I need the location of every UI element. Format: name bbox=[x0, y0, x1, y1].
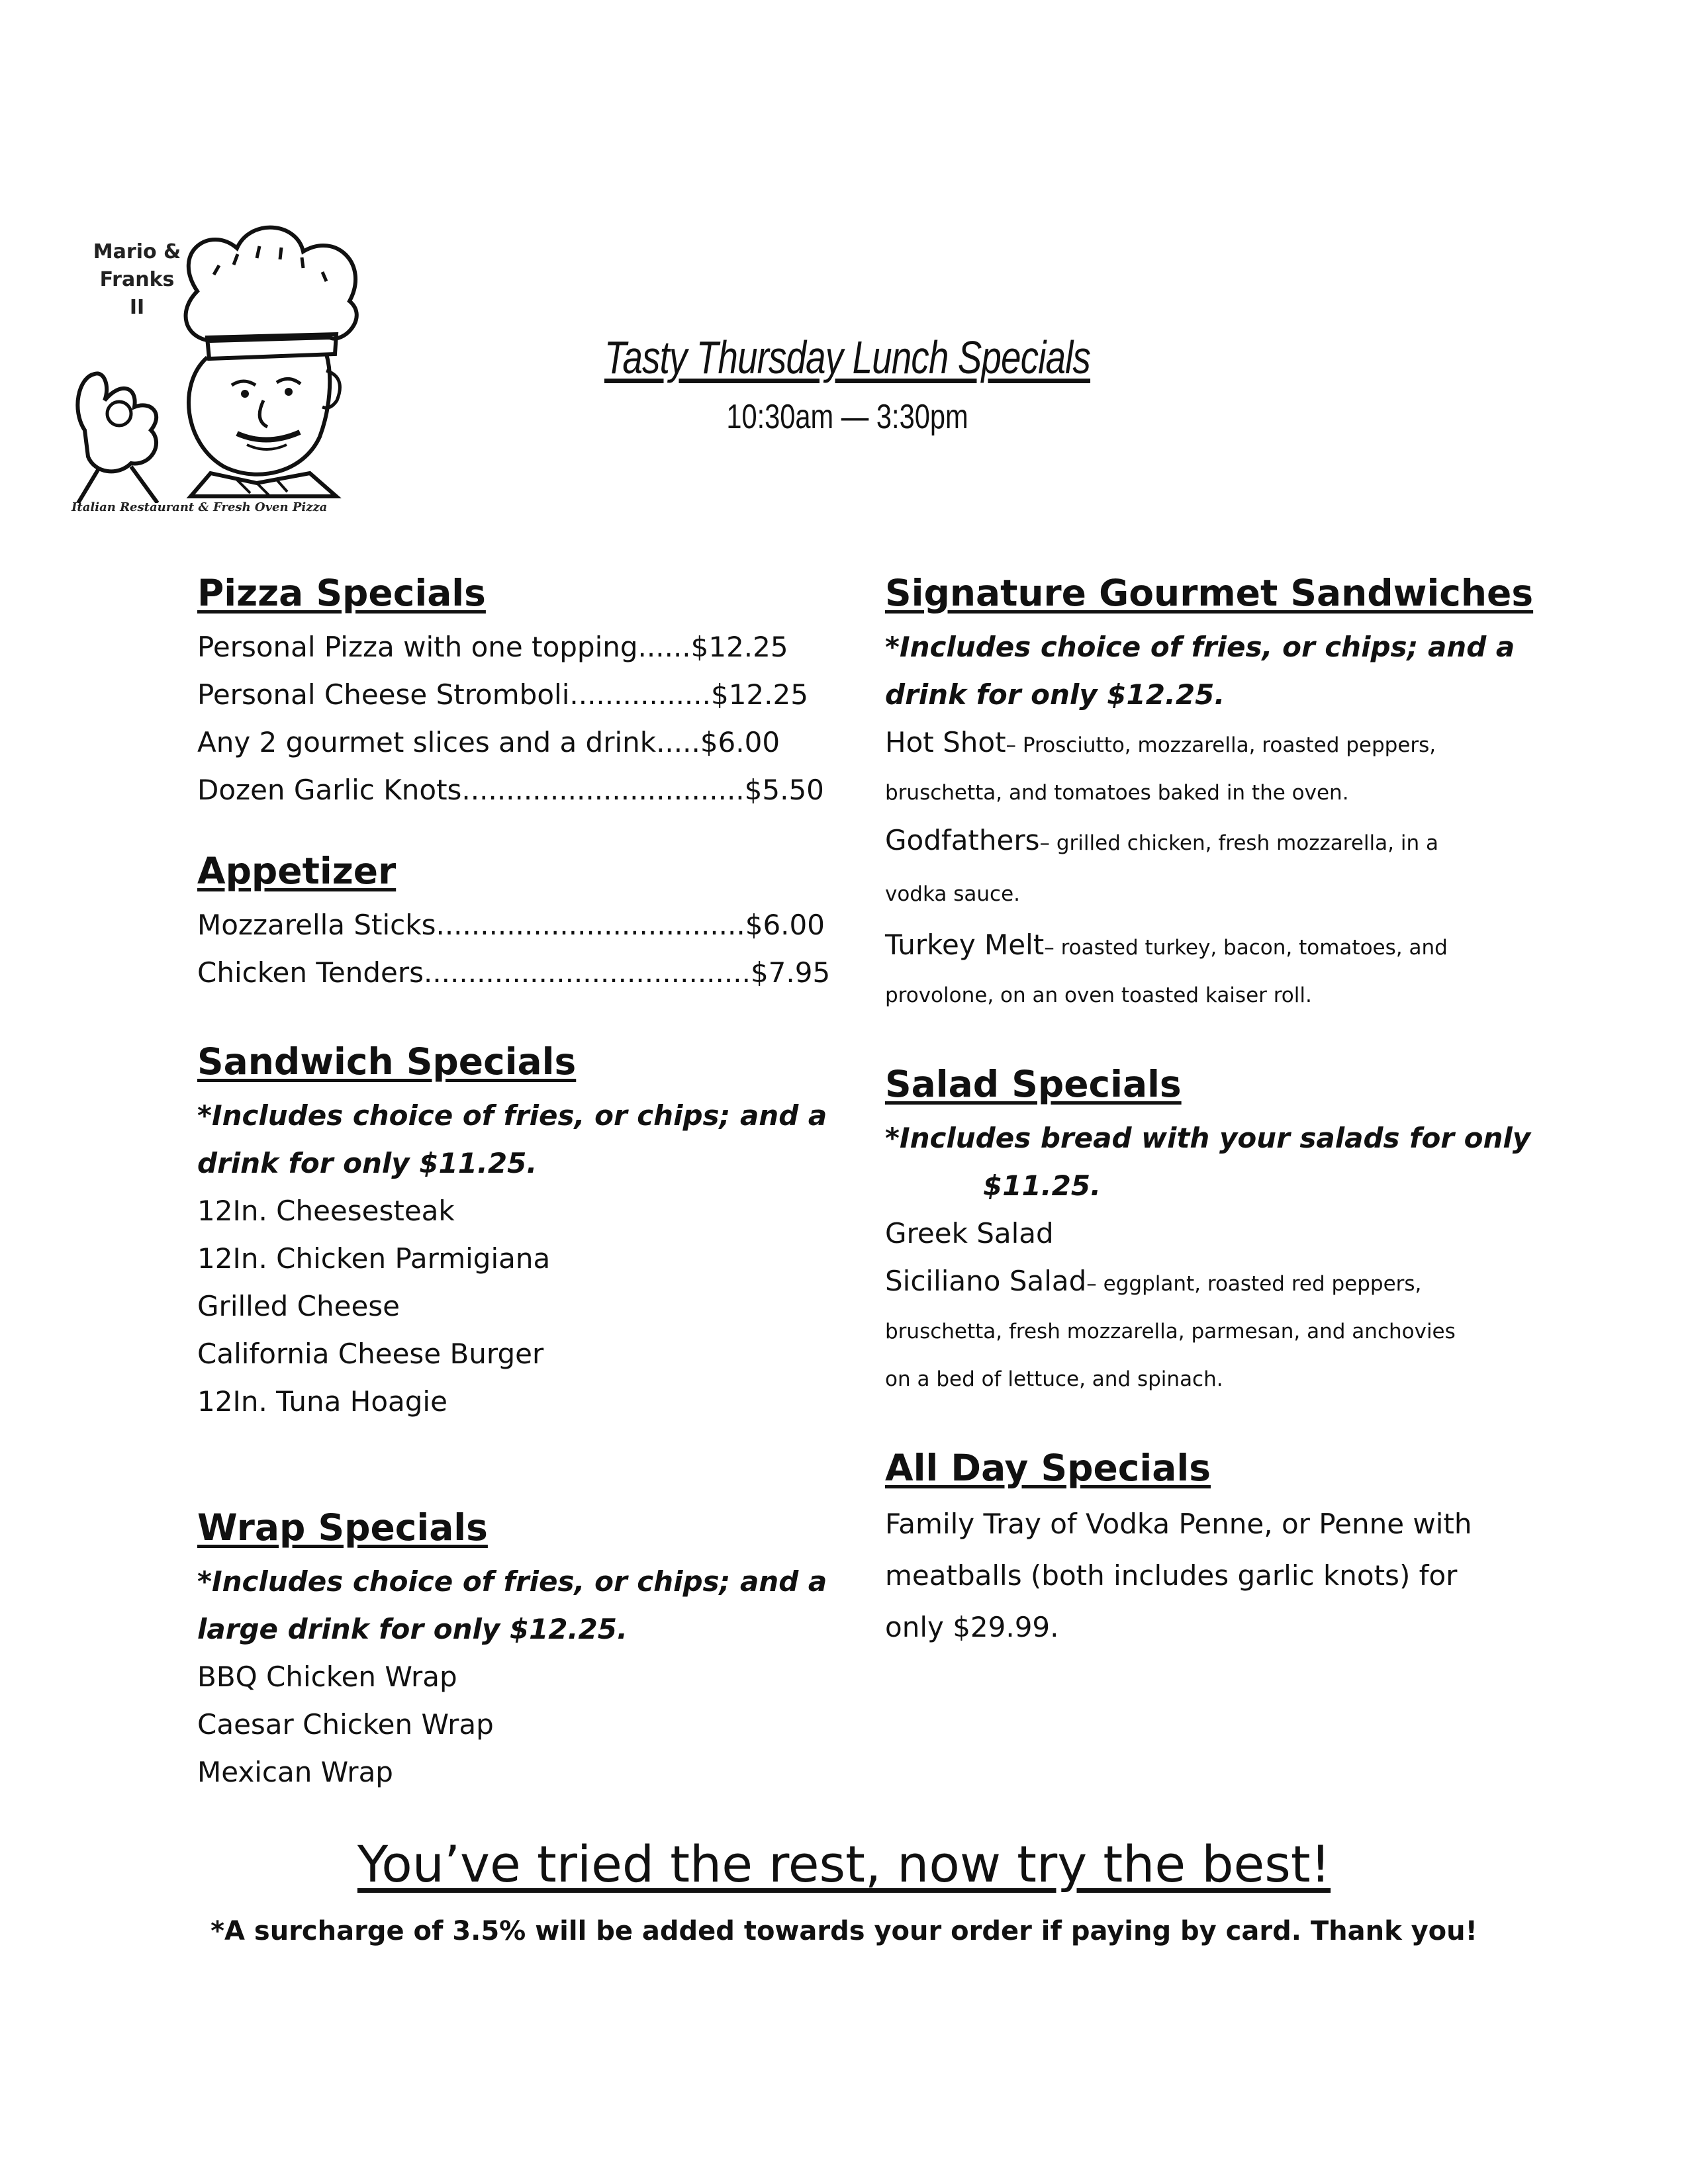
menu-item: 12In. Chicken Parmigiana bbox=[197, 1242, 551, 1275]
chef-icon bbox=[58, 212, 376, 503]
menu-item: BBQ Chicken Wrap bbox=[197, 1661, 457, 1693]
menu-item-hot-shot bbox=[885, 719, 1547, 769]
sandwich-note: drink for only $11.25. bbox=[197, 1147, 538, 1179]
allday-text: meatballs (both includes garlic knots) for bbox=[885, 1559, 1458, 1592]
menu-right-column bbox=[885, 569, 1547, 1653]
menu-item-turkey-melt bbox=[885, 921, 1547, 972]
salad-note: $11.25. bbox=[983, 1169, 1102, 1202]
appetizer-heading: Appetizer bbox=[197, 850, 397, 892]
surcharge-notice: *A surcharge of 3.5% will be added towards your order if paying by card. Thank you! bbox=[211, 1916, 1477, 1946]
menu-item: Grilled Cheese bbox=[197, 1290, 400, 1322]
menu-item: Mozzarella Sticks...................................$6.00 bbox=[197, 909, 825, 941]
item-description: bruschetta, and tomatoes baked in the oven. bbox=[885, 781, 1349, 805]
logo-tagline: Italian Restaurant & Fresh Oven Pizza bbox=[71, 500, 328, 514]
item-description: – roasted turkey, bacon, tomatoes, and bbox=[1044, 936, 1448, 960]
item-description: bruschetta, fresh mozzarella, parmesan, and anchovies bbox=[885, 1320, 1456, 1343]
logo-name-line3: II bbox=[129, 296, 145, 319]
item-description: – Prosciutto, mozzarella, roasted peppers, bbox=[1006, 733, 1436, 757]
restaurant-logo bbox=[58, 212, 376, 529]
menu-item-godfathers bbox=[885, 817, 1547, 867]
salad-heading: Salad Specials bbox=[885, 1063, 1182, 1105]
gourmet-note: *Includes choice of fries, or chips; and a bbox=[885, 631, 1515, 663]
slogan: You’ve tried the rest, now try the best! bbox=[357, 1835, 1331, 1893]
salad-note: *Includes bread with your salads for only bbox=[885, 1122, 1531, 1154]
menu-item-siciliano-salad bbox=[885, 1257, 1547, 1308]
item-name: Godfathers bbox=[885, 824, 1040, 856]
allday-text: Family Tray of Vodka Penne, or Penne with bbox=[885, 1508, 1472, 1540]
menu-item: Caesar Chicken Wrap bbox=[197, 1708, 494, 1741]
item-description: vodka sauce. bbox=[885, 882, 1021, 906]
wrap-note: large drink for only $12.25. bbox=[197, 1613, 628, 1645]
menu-item: Personal Pizza with one topping......$12.25 bbox=[197, 631, 788, 663]
item-name: Turkey Melt bbox=[885, 929, 1045, 961]
allday-text: only $29.99. bbox=[885, 1611, 1059, 1643]
menu-item: California Cheese Burger bbox=[197, 1338, 544, 1370]
gourmet-note: drink for only $12.25. bbox=[885, 678, 1225, 711]
page-title: Tasty Thursday Lunch Specials bbox=[604, 332, 1091, 383]
menu-item: Any 2 gourmet slices and a drink.....$6.00 bbox=[197, 726, 780, 758]
wrap-heading: Wrap Specials bbox=[197, 1506, 488, 1549]
sandwich-note: *Includes choice of fries, or chips; and a bbox=[197, 1099, 827, 1132]
item-description: provolone, on an oven toasted kaiser roll. bbox=[885, 983, 1312, 1007]
pizza-heading: Pizza Specials bbox=[197, 572, 486, 614]
menu-left-column bbox=[197, 569, 833, 1796]
menu-item: Personal Cheese Stromboli................$12.25 bbox=[197, 678, 808, 711]
item-description: on a bed of lettuce, and spinach. bbox=[885, 1367, 1223, 1391]
item-name: Siciliano Salad bbox=[885, 1265, 1087, 1297]
item-description: – grilled chicken, fresh mozzarella, in a bbox=[1039, 831, 1438, 855]
menu-item: Chicken Tenders.....................................$7.95 bbox=[197, 956, 831, 989]
gourmet-heading: Signature Gourmet Sandwiches bbox=[885, 572, 1534, 614]
item-description: – eggplant, roasted red peppers, bbox=[1086, 1272, 1422, 1296]
menu-item: 12In. Cheesesteak bbox=[197, 1195, 455, 1227]
logo-name-line2: Franks bbox=[99, 268, 175, 291]
service-hours: 10:30am — 3:30pm bbox=[726, 398, 968, 436]
sandwich-heading: Sandwich Specials bbox=[197, 1040, 577, 1083]
menu-item: Dozen Garlic Knots................................$5.50 bbox=[197, 774, 824, 806]
menu-item: 12In. Tuna Hoagie bbox=[197, 1385, 447, 1418]
allday-heading: All Day Specials bbox=[885, 1447, 1211, 1489]
logo-name-line1: Mario & bbox=[93, 240, 181, 263]
menu-item: Mexican Wrap bbox=[197, 1756, 393, 1788]
item-name: Hot Shot bbox=[885, 726, 1006, 758]
wrap-note: *Includes choice of fries, or chips; and a bbox=[197, 1565, 827, 1598]
menu-item: Greek Salad bbox=[885, 1217, 1054, 1250]
